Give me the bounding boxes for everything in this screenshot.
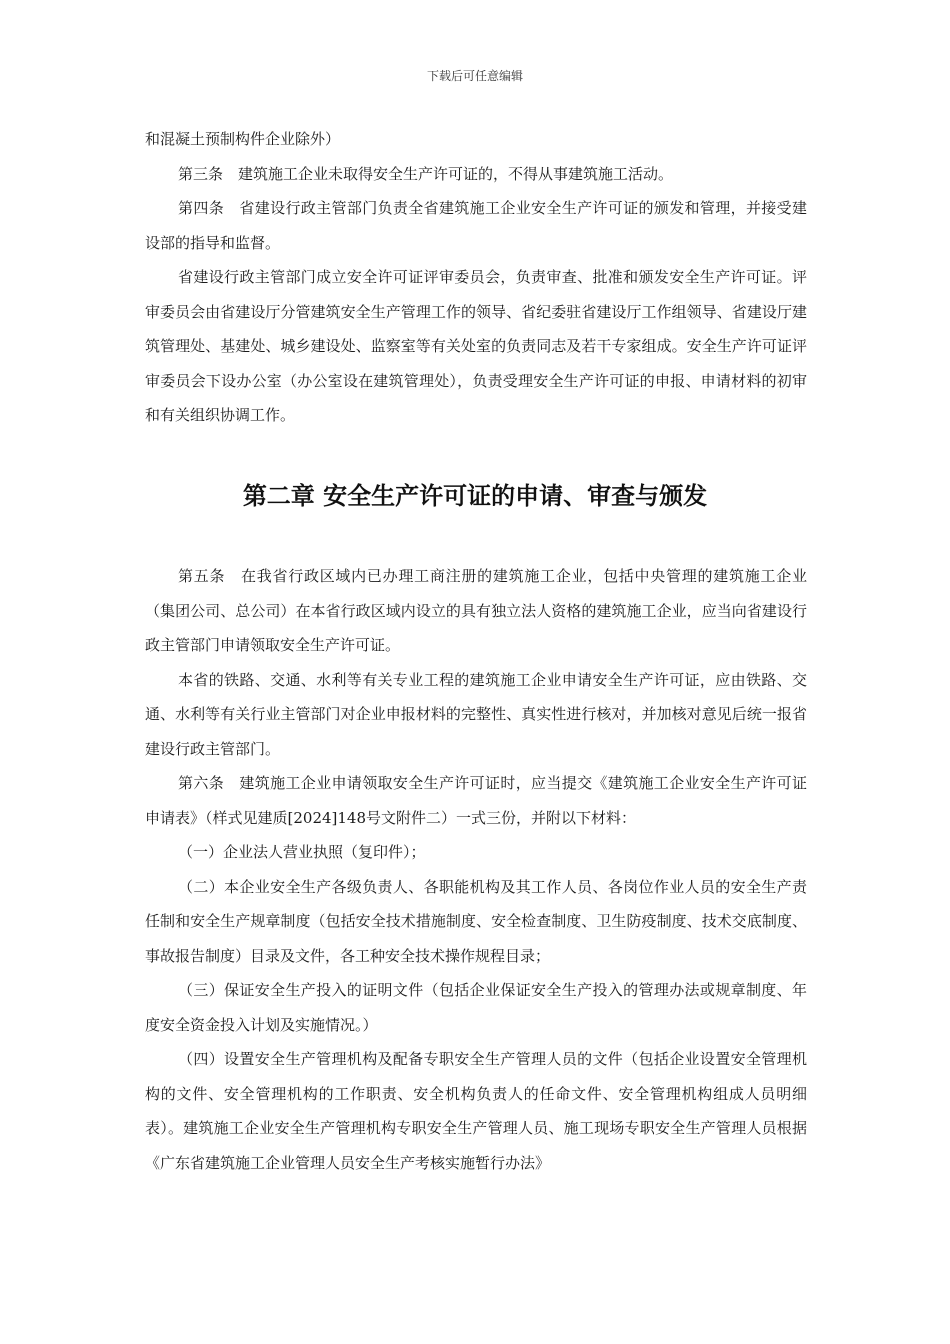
paragraph: 和混凝土预制构件企业除外） [145, 130, 341, 148]
paragraph: 第六条 建筑施工企业申请领取安全生产许可证时，应当提交《建筑施工企业安全生产许可证申请表》（样式见建质[2024]148号文附件二）一式三份，并附以下材料： [145, 774, 807, 827]
paragraph: （二）本企业安全生产各级负责人、各职能机构及其工作人员、各岗位作业人员的安全生产责任制和安全生产规章制度（包括安全技术措施制度、安全检查制度、卫生防疫制度、技术交底制度、事故报告制度）目录及文件，各工种安全技术操作规程目录； [145, 877, 807, 965]
paragraph: （四）设置安全生产管理机构及配备专职安全生产管理人员的文件（包括企业设置安全管理机构的文件、安全管理机构的工作职责、安全机构负责人的任命文件、安全管理机构组成人员明细表）。建筑施工企业安全生产管理机构专职安全生产管理人员、施工现场专职安全生产管理人员根据《广东省建筑施工企业管理人员安全生产考核实施暂行办法》 [145, 1050, 807, 1172]
paragraph: （三）保证安全生产投入的证明文件（包括企业保证安全生产投入的管理办法或规章制度、年度安全资金投入计划及实施情况。） [145, 981, 807, 1034]
section-body-2 [145, 559, 807, 1180]
paragraph: 第五条 在我省行政区域内已办理工商注册的建筑施工企业，包括中央管理的建筑施工企业（集团公司、总公司）在本省行政区域内设立的具有独立法人资格的建筑施工企业，应当向省建设行政主管部门申请领取安全生产许可证。 [145, 567, 807, 654]
chapter-title: 第二章 安全生产许可证的申请、审查与颁发 [242, 482, 708, 510]
paragraph: 本省的铁路、交通、水利等有关专业工程的建筑施工企业申请安全生产许可证，应由铁路、交通、水利等有关行业主管部门对企业申报材料的完整性、真实性进行核对，并加核对意见后统一报省建设行政主管部门。 [145, 670, 807, 758]
page-header: 下载后可任意编辑 [426, 69, 523, 83]
paragraph: 第三条 建筑施工企业未取得安全生产许可证的，不得从事建筑施工活动。 [178, 164, 674, 183]
paragraph: 省建设行政主管部门成立安全许可证评审委员会，负责审查、批准和颁发安全生产许可证。评审委员会由省建设厅分管建筑安全生产管理工作的领导、省纪委驻省建设厅工作组领导、省建设厅建筑管理处、基建处、城乡建设处、监察室等有关处室的负责同志及若干专家组成。安全生产许可证评审委员会下设办公室（办公室设在建筑管理处），负责受理安全生产许可证的申报、申请材料的初审和有关组织协调工作。 [145, 268, 807, 424]
section-body-1 [145, 122, 807, 433]
paragraph: （一）企业法人营业执照（复印件）； [178, 843, 426, 861]
paragraph: 第四条 省建设行政主管部门负责全省建筑施工企业安全生产许可证的颁发和管理，并接受建设部的指导和监督。 [145, 199, 807, 252]
